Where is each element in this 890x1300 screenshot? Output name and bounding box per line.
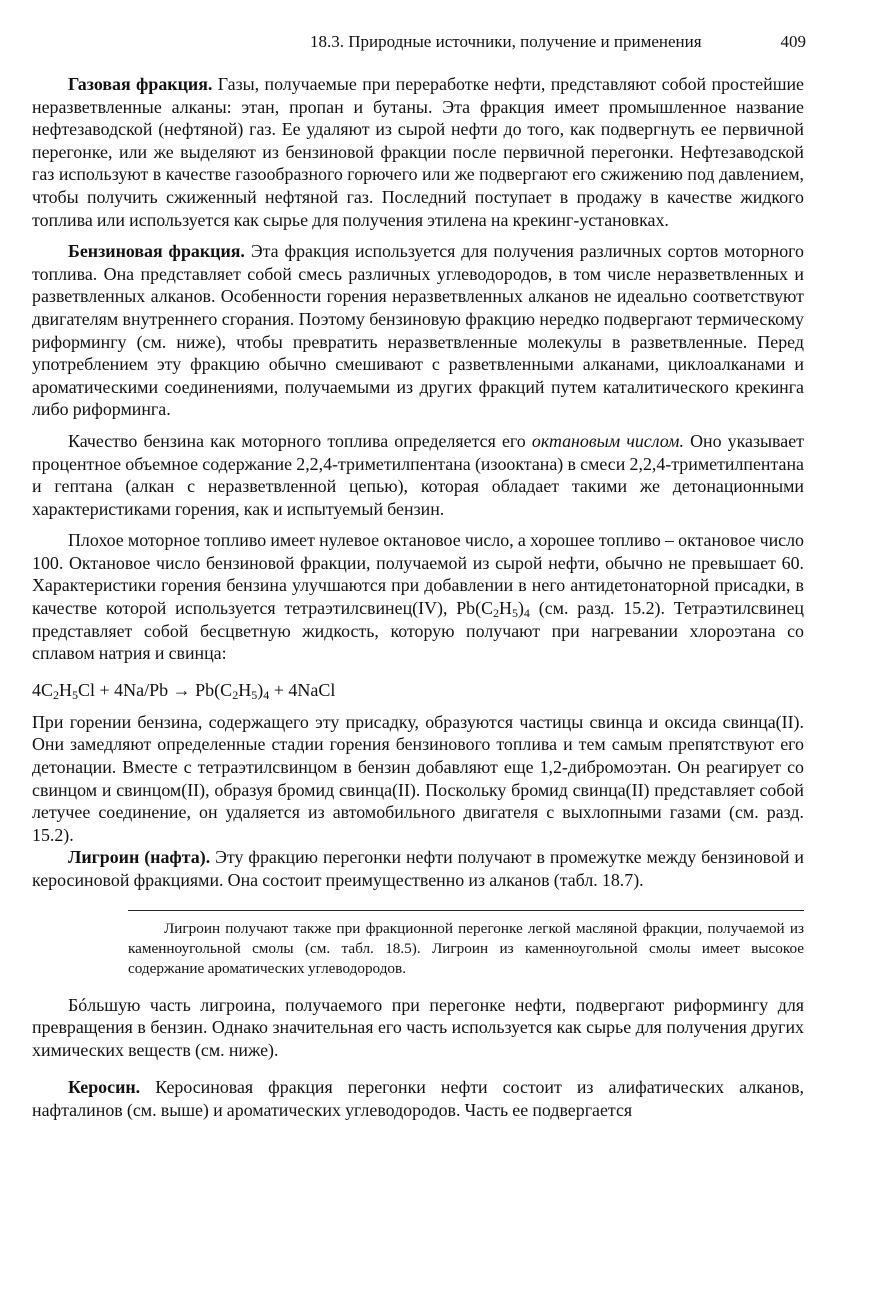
italic-term: октановым числом. [531, 430, 684, 451]
paragraph-text: Керосиновая фракция перегонки нефти состоит из алифатических алканов, нафталинов (см. выше) и ароматических углеводородов. Часть ее подвергается [32, 1077, 804, 1120]
note-box [128, 910, 804, 979]
paragraph-naphtha [32, 846, 804, 891]
paragraph-kerosene [32, 1076, 804, 1121]
paragraph-text: Качество бензина как моторного топлива определяется его [68, 430, 526, 451]
paragraph-antiknock [32, 529, 804, 665]
paragraph-lead: Керосин. [68, 1077, 141, 1098]
paragraph-text: Эта фракция используется для получения различных сортов моторного топлива. Она представляет собой смесь различных углеводородов, в том числе неразветвленных и разветвленных алканов. Особенности горения неразветвленных алканов не идеально соответствуют двигателям внутреннего сгорания. Поэтому бензиновую фракцию нередко подвергают термическому риформингу (см. ниже), чтобы превратить неразветвленные молекулы в разветвленные. Перед употреблением эту фракцию обычно смешивают с разветвленными алканами, циклоалканами и ароматическими соединениями, получаемыми из других фракций путем каталитического крекинга либо риформинга. [32, 241, 804, 420]
section-title: 18.3. Природные источники, получение и применения [310, 32, 702, 51]
paragraph-gas-fraction [32, 73, 804, 231]
paragraph-text: При горении бензина, содержащего эту присадку, образуются частицы свинца и оксида свинца(II). Они замедляют определенные стадии горения бензинового топлива и тем самым препятствуют его детонации. Вместе с тетраэтилсвинцом в бензин добавляют еще 1,2-дибромоэтан. Он реагирует со свинцом и свинцом(II), образуя бромид свинца(II). Поскольку бромид свинца(II) представляет собой летучее соединение, он удаляется из автомобильного двигателя с выхлопными газами (см. разд. 15.2). [32, 711, 804, 845]
paragraph-lead: Лигроин (нафта). [68, 847, 211, 868]
paragraph-gasoline-fraction [32, 240, 804, 421]
paragraph-octane-number [32, 430, 804, 520]
paragraph-lead: Бензиновая фракция. [68, 241, 245, 262]
paragraph-text: Эту фракцию перегонки нефти получают в промежутке между бензиновой и керосиновой фракциями. Она состоит преимущественно из алканов (табл. 18.7). [32, 847, 804, 890]
page-body [32, 73, 804, 1122]
paragraph-text: Оно указывает процентное объемное содержание 2,2,4-триметилпентана (изооктана) в смеси 2,2,4-триметилпентана и гептана (алкан с неразветвленной цепью), которая обладает такими же детонационными характеристиками горения, как и испытуемый бензин. [32, 430, 804, 519]
formula-tetraethyllead: $Pb(C_2H_5)_4$ [456, 598, 530, 621]
paragraph-lead: Газовая фракция. [68, 74, 213, 94]
paragraph-text: (см. разд. 15.2). Тетраэтилсвинец представляет собой бесцветную жидкость, которую получают при нагревании хлороэтана со сплавом натрия и свинца: [32, 598, 804, 664]
paragraph-text: Плохое моторное топливо имеет нулевое октановое число, а хорошее топливо – октановое число 100. Октановое число бензиновой фракции, получаемой из сырой нефти, обычно не превышает 60. Характеристики горения бензина улучшаются при добавлении в него антидетонаторной присадки, в качестве которой используется тетраэтилсвинец(IV), [32, 530, 804, 619]
page-number: 409 [780, 32, 806, 51]
paragraph-naphtha-reforming [32, 994, 804, 1062]
paragraph-combustion [32, 711, 804, 847]
note-text: Лигроин получают также при фракционной перегонке легкой масляной фракции, получаемой из каменноугольной смолы (см. табл. 18.5). Лигроин из каменноугольной смолы имеет высокое содержание ароматических углеводородов. [128, 919, 804, 977]
paragraph-text: Бóльшую часть лигроина, получаемого при перегонке нефти, подвергают риформингу для превращения в бензин. Однако значительная его часть используется как сырье для получения других химических веществ (см. ниже). [32, 994, 804, 1060]
chemical-equation: $4C_2H_5Cl + 4Na/Pb \to Pb(C_2H_5)_4$ + 4NaCl [32, 679, 336, 702]
paragraph-text: Газы, получаемые при переработке нефти, представляют собой простейшие неразветвленные алканы: этан, пропан и бутаны. Эта фракция имеет промышленное название нефтезаводской (нефтяной) газ. Ее удаляют из сырой нефти до того, как подвергнуть ее первичной перегонке, или же выделяют из бензиновой фракции после первичной перегонки. Нефтезаводской газ используют в качестве газообразного горючего или же подвергают его сжижению под давлением, чтобы получить сжиженный нефтяной газ. Последний поступает в продажу в качестве жидкого топлива или используется как сырье для получения этилена на крекинг-установках. [32, 74, 804, 230]
